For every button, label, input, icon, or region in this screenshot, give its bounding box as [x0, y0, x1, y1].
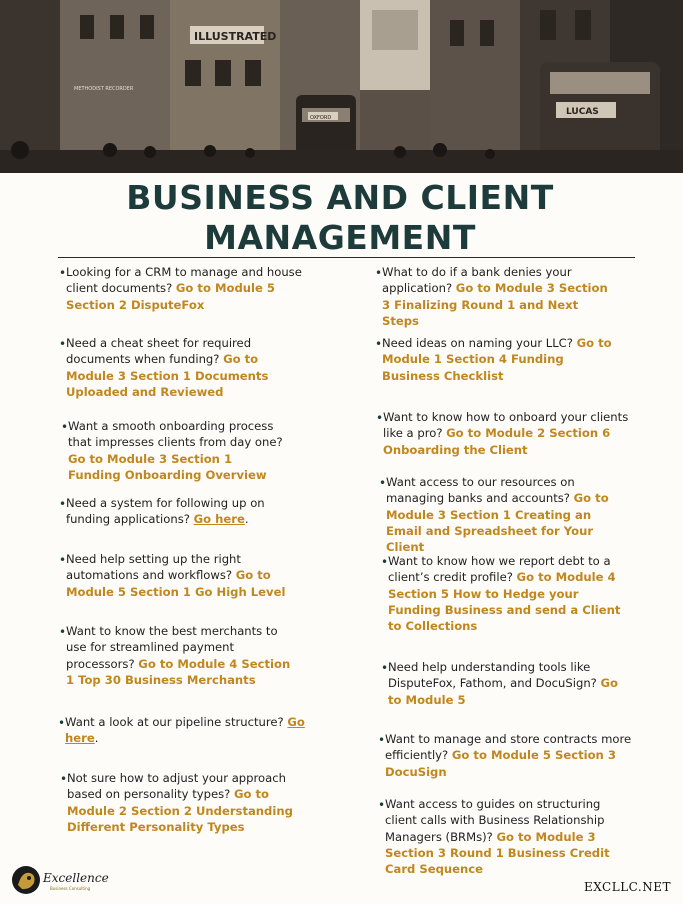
bullet-icon: • [375, 337, 383, 351]
module-link[interactable]: Go to Module 4 Section 1 Top 30 Business Merchants [66, 656, 291, 687]
list-item [375, 264, 617, 329]
bullet-icon: • [376, 411, 384, 425]
bullet-icon: • [60, 772, 68, 786]
question-text: Need help setting up the right automations and workflows? [66, 552, 241, 583]
module-link[interactable]: Go to Module 3 Section 1 Funding Onboarding Overview [68, 451, 267, 482]
bullet-icon: • [379, 476, 387, 490]
question-text: Need a system for following up on funding applications? [66, 496, 265, 527]
title-line-1: BUSINESS AND CLIENT [126, 178, 554, 217]
module-link[interactable]: Go to Module 3 Section 3 Finalizing Round 1 and Next Steps [382, 281, 608, 328]
question-text: Not sure how to adjust your approach based on personality types? [67, 771, 286, 802]
module-link[interactable]: Go to Module 1 Section 4 Funding Business Checklist [382, 336, 612, 383]
bullet-icon: • [59, 625, 67, 639]
logo-name: Excellence [43, 871, 109, 885]
tail-text: . [94, 731, 99, 746]
question-text: Want access to our resources on managing banks and accounts? [386, 475, 575, 506]
list-item [60, 770, 295, 835]
hero-street-photo [0, 0, 683, 173]
list-item [59, 335, 276, 400]
list-item [59, 495, 276, 528]
module-link[interactable]: Go to Module 3 Section 3 Round 1 Business Credit Card Sequence [385, 829, 610, 877]
sign-illustrated: ILLUSTRATED [194, 30, 277, 43]
title-divider [58, 257, 635, 258]
question-text: Want to know how to onboard your clients like a pro? [383, 410, 629, 441]
list-item [381, 659, 633, 708]
list-item [381, 553, 628, 634]
bullet-icon: • [381, 661, 389, 675]
bullet-icon: • [381, 555, 389, 569]
list-item [376, 409, 638, 458]
module-link[interactable]: Go to Module 3 Section 1 Creating an Email and Spreadsheet for Your Client [386, 491, 609, 555]
list-item [59, 264, 306, 313]
bullet-icon: • [59, 497, 67, 511]
question-text: Looking for a CRM to manage and house client documents? [66, 265, 302, 296]
question-text: Want a look at our pipeline structure? [65, 715, 288, 729]
question-text: Need help understanding tools like DisputeFox, Fathom, and DocuSign? [388, 660, 601, 691]
bullet-icon: • [58, 716, 66, 730]
module-link[interactable]: Go to Module 2 Section 6 Onboarding the Client [383, 426, 611, 457]
question-text: What to do if a bank denies your application? [382, 265, 572, 296]
question-text: Want to know how we report debt to a client’s credit profile? [388, 554, 611, 585]
question-text: Need ideas on naming your LLC? [382, 336, 577, 350]
module-link[interactable]: Go to Module 5 Section 1 Go High Level [66, 568, 286, 599]
list-item [61, 418, 288, 483]
sign-lucas: LUCAS [566, 107, 599, 117]
excellence-logo [10, 863, 120, 897]
page-title [60, 178, 620, 258]
list-item [59, 551, 291, 600]
list-item [378, 796, 630, 877]
bullet-icon: • [59, 337, 67, 351]
logo-tagline: Business Consulting [50, 886, 91, 891]
list-item [59, 623, 294, 688]
sign-methodist: METHODIST RECORDER [74, 86, 134, 92]
question-text: Need a cheat sheet for required documents when funding? [66, 336, 252, 367]
bullet-icon: • [378, 733, 386, 747]
list-item [58, 714, 315, 747]
list-item [378, 731, 640, 780]
go-here-link[interactable]: Go here [193, 512, 245, 527]
module-link[interactable]: Go to Module 2 Section 2 Understanding Different Personality Types [67, 787, 293, 834]
list-item [375, 335, 617, 384]
bullet-icon: • [59, 553, 67, 567]
module-link[interactable]: Go to Module 3 Section 1 Documents Uploaded and Reviewed [66, 352, 269, 399]
module-link[interactable]: Go to Module 5 Section 3 DocuSign [385, 748, 616, 779]
bullet-icon: • [378, 798, 386, 812]
lion-logo-icon [10, 863, 120, 897]
tail-text: . [244, 512, 249, 527]
bullet-icon: • [59, 266, 67, 280]
question-text: Want to know the best merchants to use for streamlined payment processors? [66, 624, 278, 671]
question-text: Want a smooth onboarding process that impresses clients from day one? [68, 419, 283, 450]
bullet-icon: • [61, 420, 69, 434]
title-line-2: MANAGEMENT [204, 218, 476, 257]
bullet-icon: • [375, 266, 383, 280]
question-text: Want access to guides on structuring client calls with Business Relationship Managers (BRMs)? [385, 797, 605, 844]
site-url[interactable]: EXCLLC.NET [583, 880, 671, 894]
question-text: Want to manage and store contracts more efficiently? [385, 732, 632, 763]
sign-oxford: OXFORD [310, 115, 332, 121]
go-here-link[interactable]: Go here [65, 715, 305, 746]
module-link[interactable]: Go to Module 5 [388, 676, 619, 707]
module-link[interactable]: Go to Module 4 Section 5 How to Hedge your Funding Business and send a Client to Collections [388, 570, 621, 634]
list-item [379, 474, 616, 555]
module-link[interactable]: Go to Module 5 Section 2 DisputeFox [66, 281, 275, 312]
